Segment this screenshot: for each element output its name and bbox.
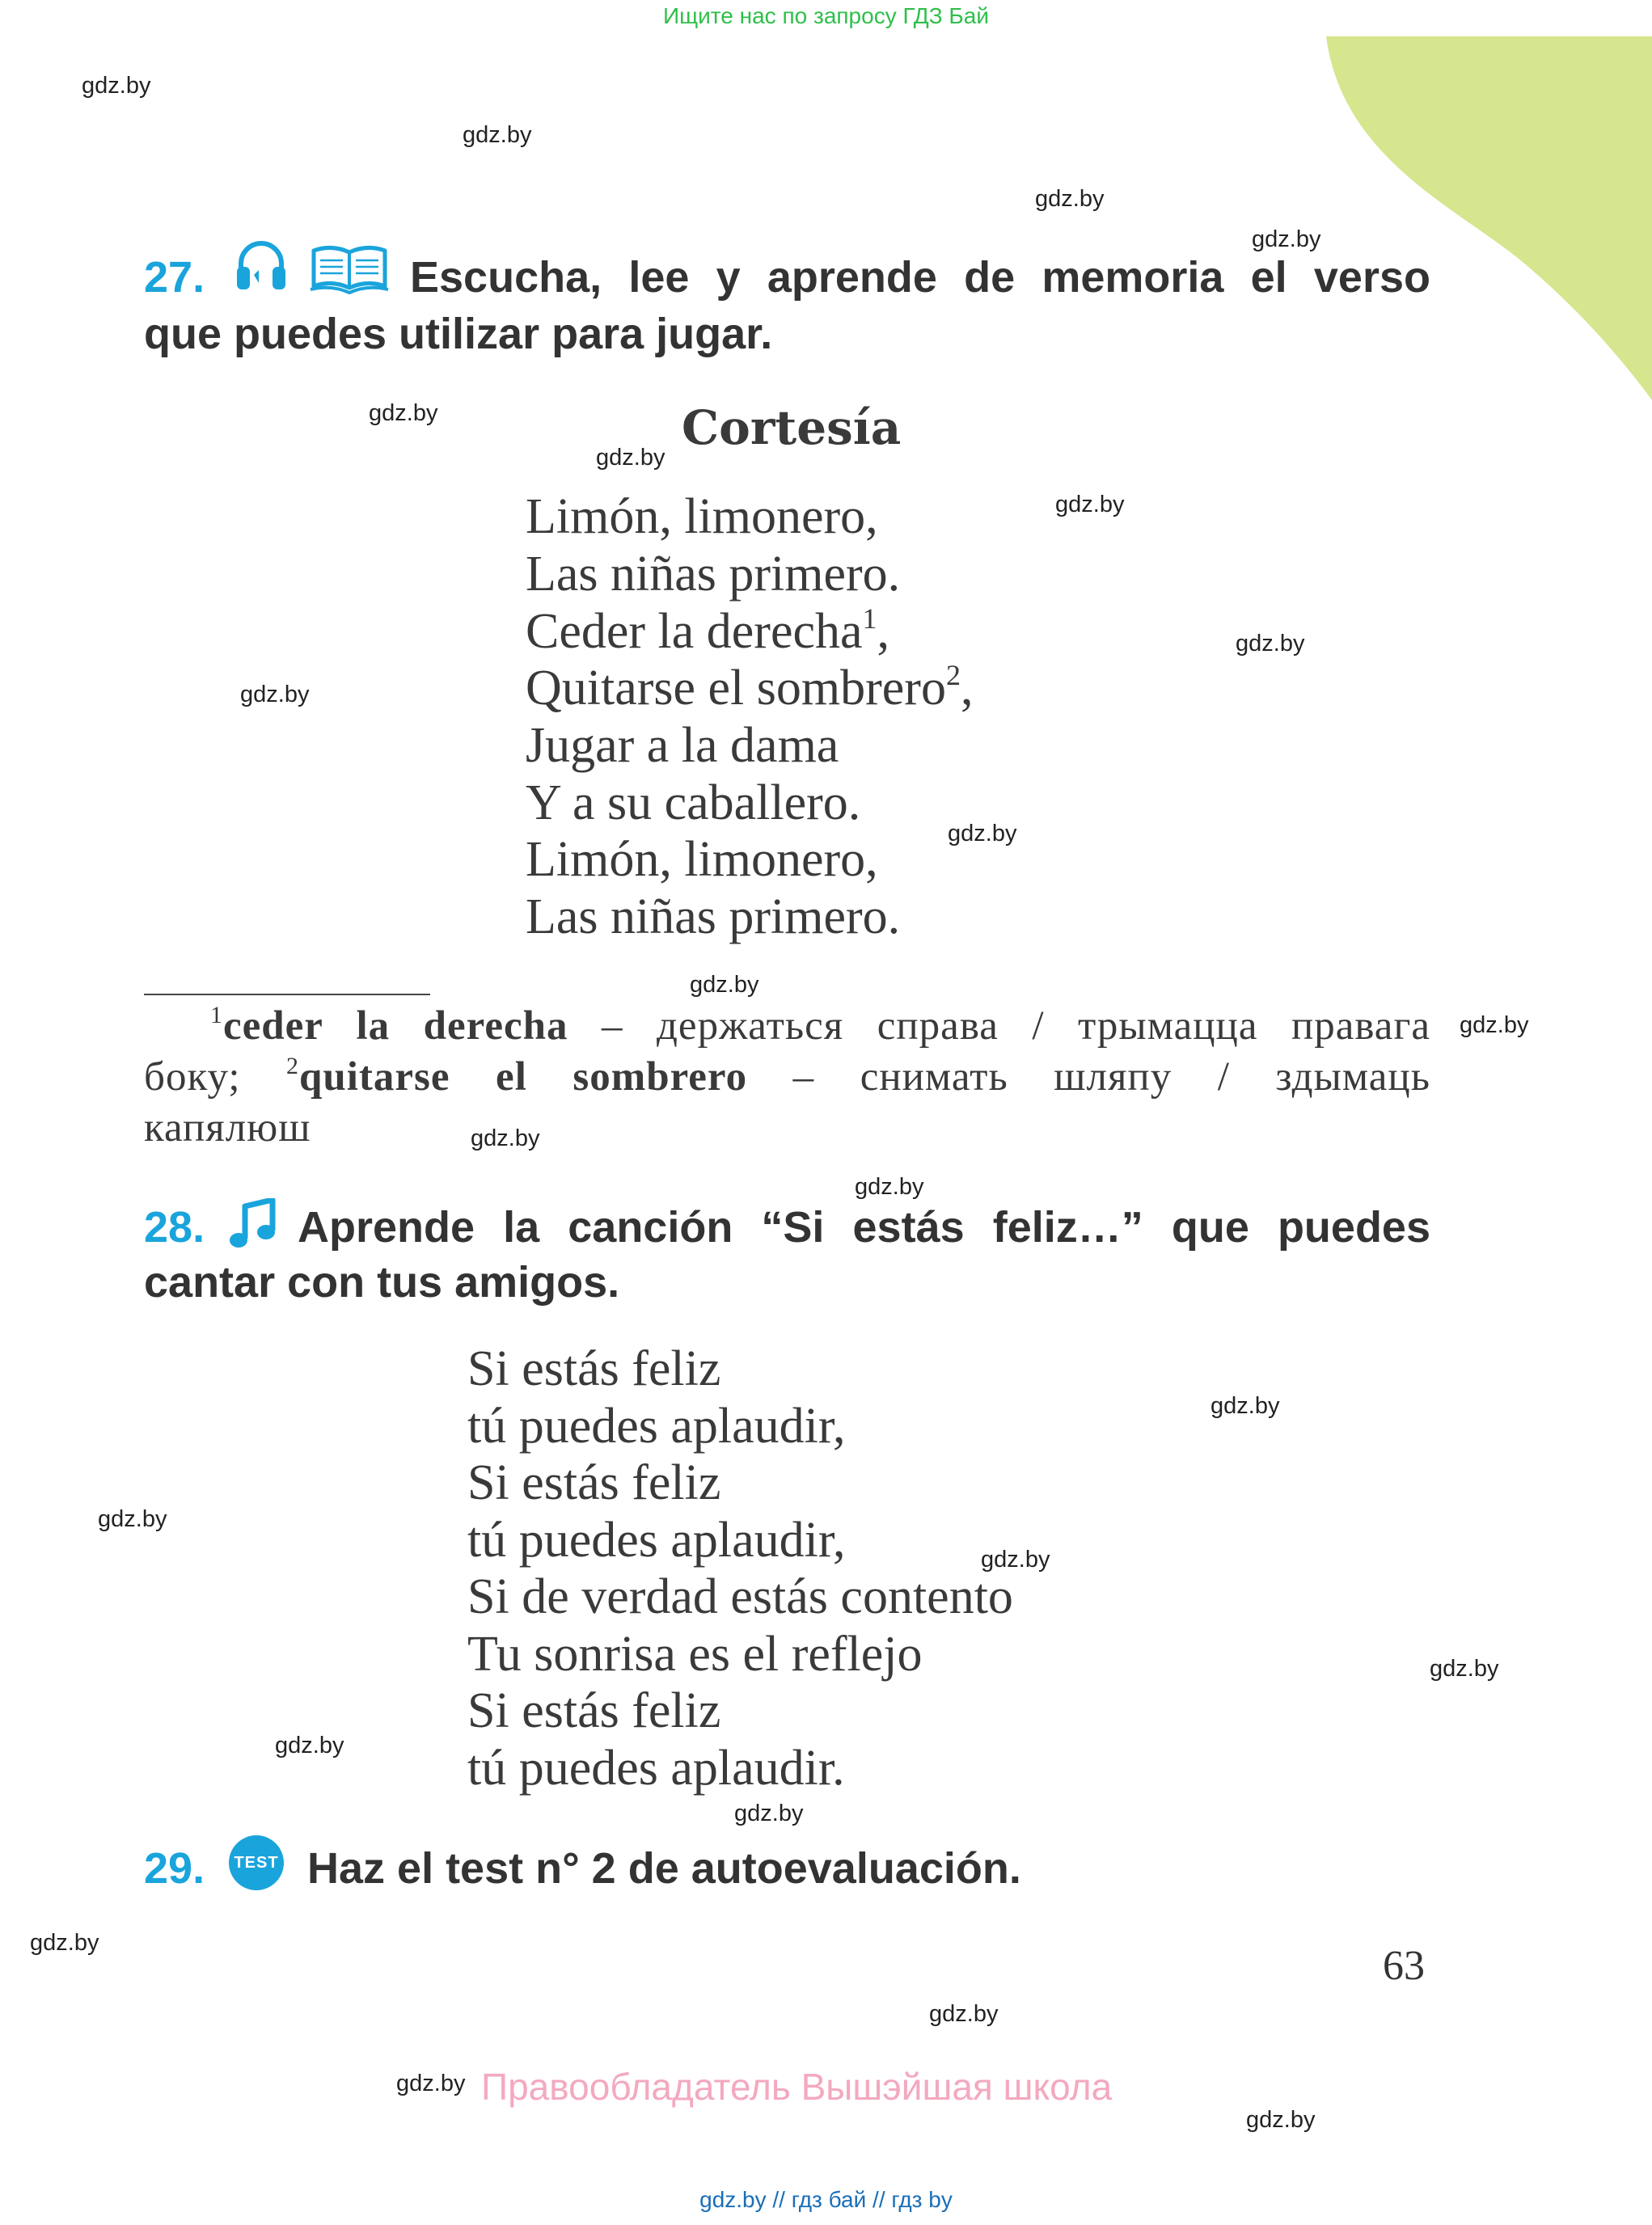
song-line: Si estás feliz [467,1341,721,1396]
song-line: tú puedes aplaudir, [467,1513,846,1568]
watermark: gdz.by [396,2071,466,2096]
footnote-definition: – держаться справа / трымацца правага [568,1003,1430,1049]
watermark: gdz.by [1210,1393,1280,1419]
footnote-line [144,1003,1430,1049]
poem-line-text: Quitarse el sombrero [526,661,946,716]
copyright-text: Правообладатель Вышэйшая школа [481,2066,1113,2108]
song-line: tú puedes aplaudir, [467,1399,846,1454]
poem-title: Cortesía [682,400,902,455]
exercise-number: 27. [144,253,205,302]
poem-line-text: Ceder la derecha [526,604,863,659]
headphones-icon [234,236,288,293]
watermark: gdz.by [98,1506,167,1532]
watermark: gdz.by [1460,1012,1529,1038]
watermark: gdz.by [471,1125,540,1151]
exercise-instruction: cantar con tus amigos. [144,1258,620,1307]
footnote-marker: 1 [210,1002,223,1028]
exercise-instruction: Haz el test n° 2 de autoevaluación. [307,1844,1021,1893]
exercise-instruction: que puedes utilizar para jugar. [144,310,773,358]
watermark: gdz.by [275,1733,344,1758]
song-line: tú puedes aplaudir. [467,1741,845,1796]
page-number: 63 [1383,1943,1425,1989]
poem-line: Y a su caballero. [526,775,861,830]
watermark: gdz.by [929,2001,999,2027]
watermark: gdz.by [1430,1656,1499,1682]
watermark: gdz.by [1252,226,1321,252]
music-note-icon [229,1198,276,1252]
test-badge-icon: TEST [229,1835,284,1890]
watermark: gdz.by [596,445,665,471]
song-line: Si estás feliz [467,1683,721,1738]
watermark: gdz.by [369,400,438,426]
watermark: gdz.by [463,122,532,148]
watermark: gdz.by [981,1547,1050,1573]
watermark: gdz.by [855,1174,924,1200]
watermark: gdz.by [734,1801,804,1826]
poem-punct: , [877,604,890,659]
footnote-text: боку; [144,1054,287,1100]
song-line: Si de verdad estás contento [467,1569,1013,1624]
watermark: gdz.by [82,73,151,99]
footnote-marker: 1 [862,602,877,635]
footnote-line [144,1053,1430,1100]
watermark: gdz.by [30,1930,99,1956]
corner-decoration [1318,0,1652,404]
poem-line: Limón, limonero, [526,489,878,544]
song-line: Tu sonrisa es el reflejo [467,1627,923,1682]
watermark: gdz.by [240,682,310,707]
watermark: gdz.by [1236,631,1305,657]
open-book-icon [309,243,390,294]
exercise-number: 29. [144,1844,205,1893]
watermark: gdz.by [690,972,759,998]
exercise-instruction: Aprende la canción “Si estás feliz…” que puedes [298,1203,1430,1252]
poem-line: Las niñas primero. [526,547,901,602]
footnote-marker: 2 [945,659,961,691]
exercise-instruction: Escucha, lee y aprende de memoria el verso [410,253,1430,302]
bottom-links[interactable]: gdz.by // гдз бай // гдз by [699,2187,953,2212]
poem-line [526,659,974,716]
watermark: gdz.by [1246,2107,1316,2133]
footnote-divider [144,994,430,995]
top-banner[interactable]: Ищите нас по запросу ГДЗ Бай [662,3,990,28]
footnote-definition: – снимать шляпу / здымаць [747,1054,1430,1100]
poem-line: Las niñas primero. [526,889,901,944]
footnote-term: ceder la derecha [223,1003,568,1049]
poem-line: Limón, limonero, [526,832,878,887]
song-line: Si estás feliz [467,1455,721,1510]
watermark: gdz.by [1055,492,1125,517]
watermark: gdz.by [948,821,1017,847]
footnote-line: капялюш [144,1105,311,1150]
poem-line [526,602,890,659]
exercise-number: 28. [144,1203,205,1252]
poem-line: Jugar a la dama [526,718,839,773]
poem-punct: , [960,661,974,716]
watermark: gdz.by [1035,186,1105,212]
footnote-term: quitarse el sombrero [299,1054,748,1100]
footnote-marker: 2 [286,1053,300,1079]
